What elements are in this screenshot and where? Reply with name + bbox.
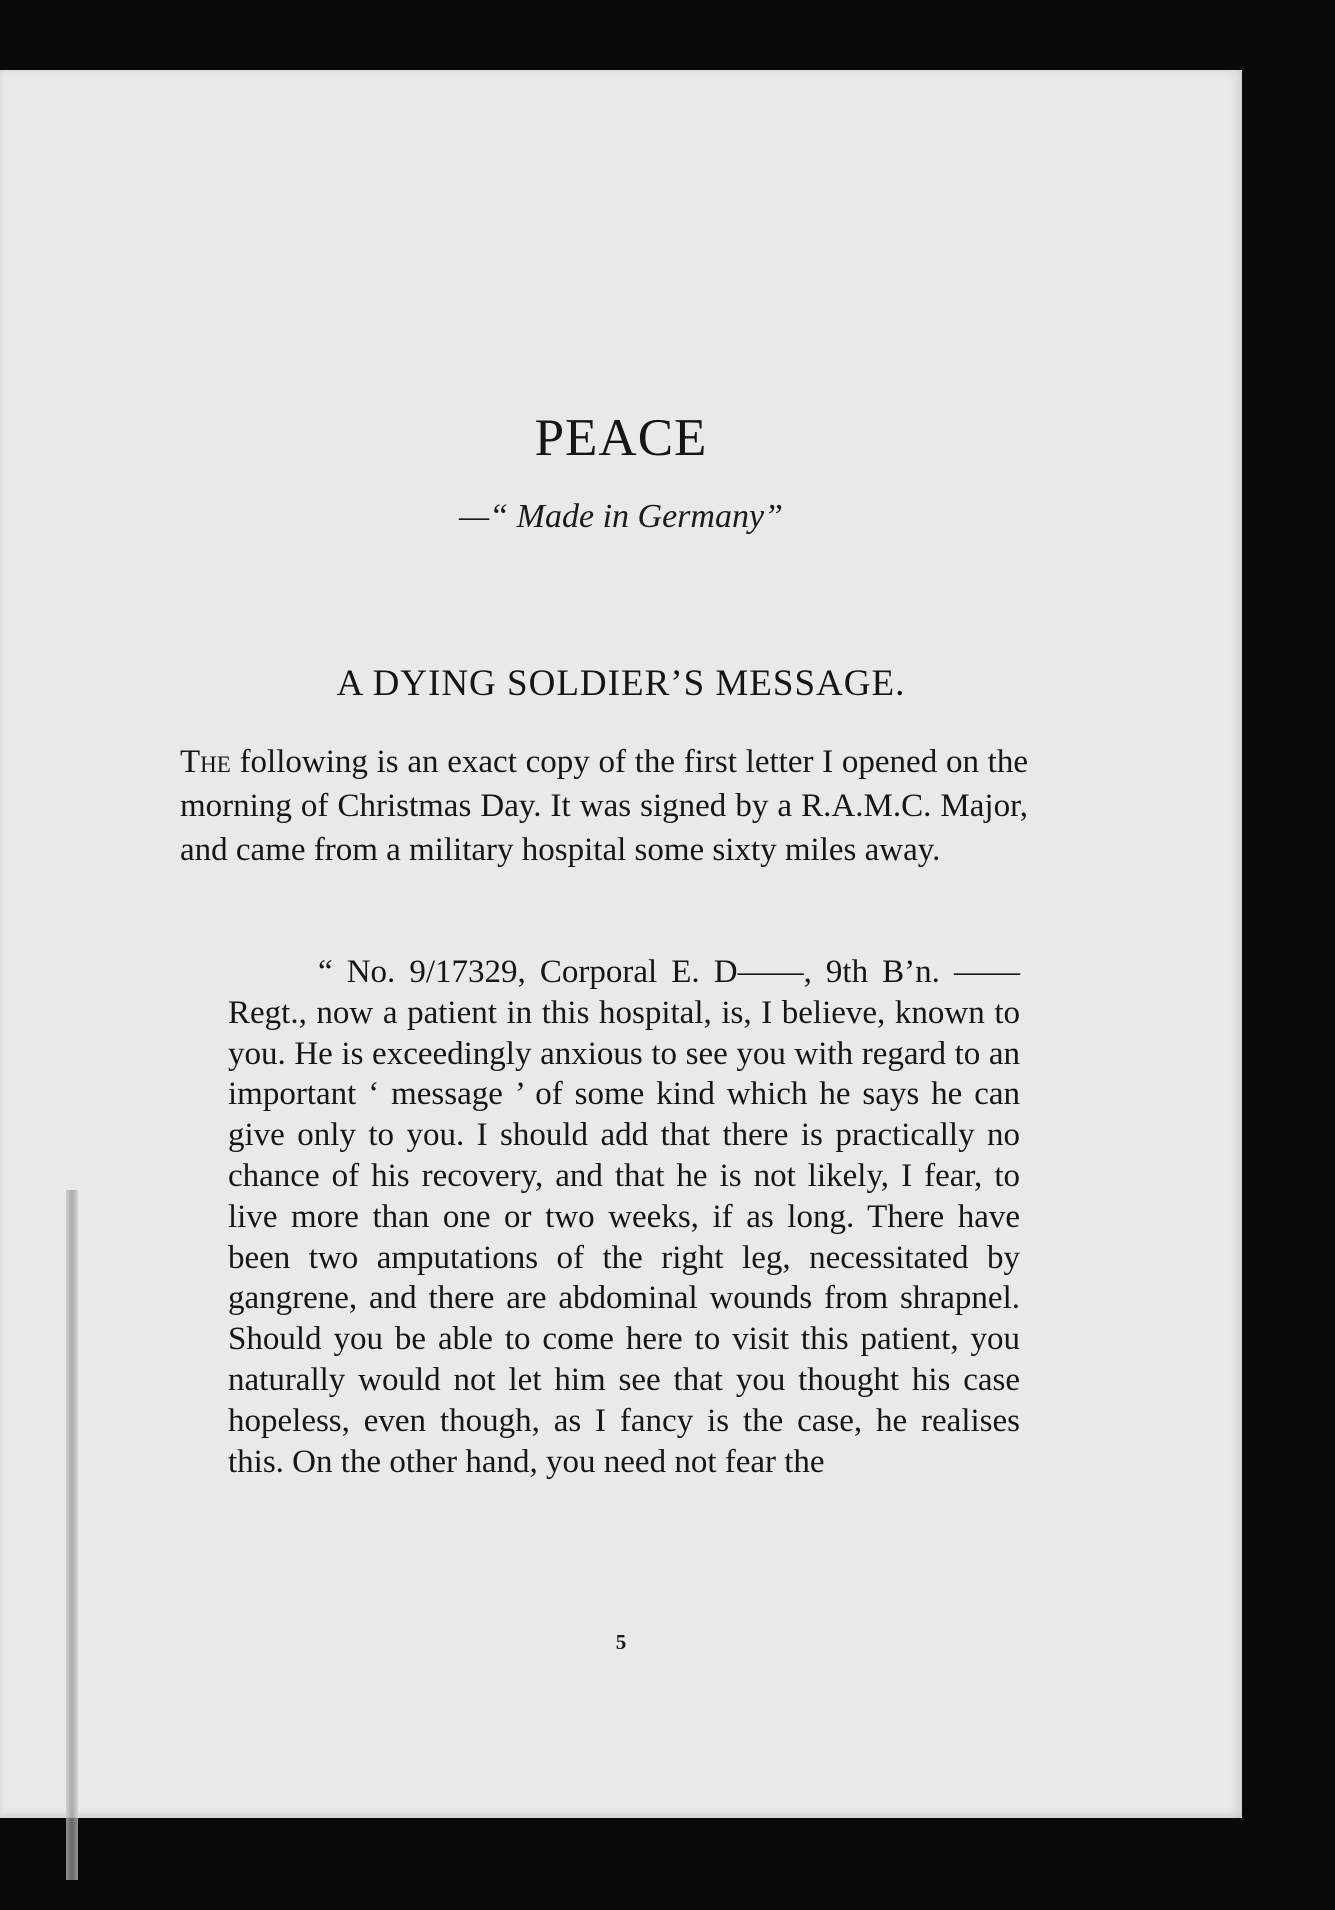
page-number: 5 — [615, 1630, 627, 1654]
intro-paragraph — [180, 740, 1028, 872]
page-subtitle: —“ Made in Germany” — [459, 498, 783, 535]
letter-paragraph: “ No. 9/17329, Corporal E. D——, 9th B’n. ——Regt., now a patient in this hospital, is, I believe, known to you. He is exceedingly anxious to see you with regard to an important ‘ message ’ of some kind which he says he can give only to you. I should add that there is practically no chance of his recovery, and that he is not likely, I fear, to live more than one or two weeks, if as long. There have been two amputations of the right leg, necessitated by gangrene, and there are abdominal wounds from shrapnel. Should you be able to come here to visit this patient, you naturally would not let him see that you thought his case hopeless, even though, as I fancy is the case, he realises this. On the other hand, you need not fear the — [228, 954, 1020, 1480]
page-gutter-shadow — [66, 1190, 78, 1880]
intro-lead-word: The — [180, 744, 231, 780]
section-heading: A DYING SOLDIER’S MESSAGE. — [336, 663, 906, 704]
page-title: PEACE — [534, 409, 708, 467]
intro-text: following is an exact copy of the first letter I opened on the morning of Christmas Day. It was signed by a R.A.M.C. Major, and came from a military hospital some sixty miles away. — [180, 744, 1028, 868]
book-page — [0, 70, 1242, 1818]
